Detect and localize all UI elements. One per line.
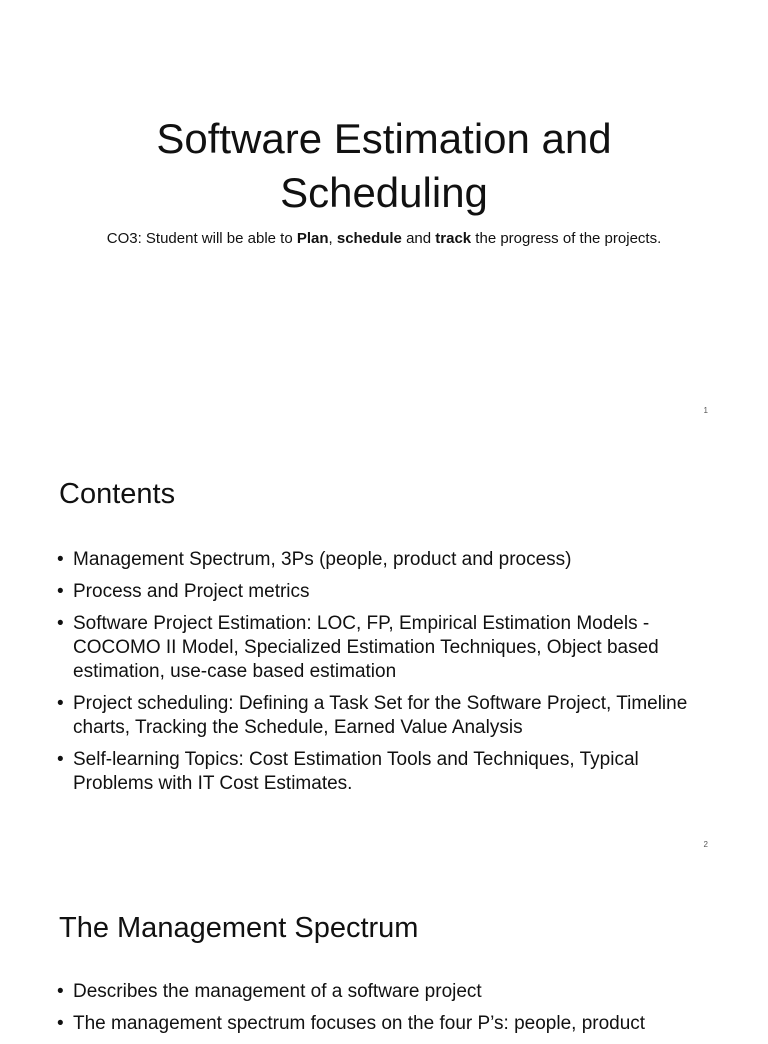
slide-heading: Contents [59, 478, 176, 510]
bullet-icon: • [57, 749, 64, 770]
page-number: 1 [703, 406, 708, 415]
subtitle-track: track [435, 230, 472, 247]
bullet-icon: • [57, 693, 64, 714]
bullet-text: Self-learning Topics: Cost Estimation Tools and Techniques, Typical Problems with IT Cost Estimates. [73, 749, 639, 794]
slide-3 [0, 864, 768, 1034]
list-item [57, 612, 717, 684]
subtitle-sep-1: , [328, 230, 337, 247]
bullet-icon: • [57, 613, 64, 634]
subtitle-suffix: the progress of the projects. [471, 230, 662, 247]
subtitle-schedule: schedule [336, 230, 402, 247]
list-item [57, 580, 717, 604]
bullet-text: Describes the management of a software project [73, 981, 482, 1002]
slide-subtitle [100, 228, 668, 249]
list-item [57, 692, 717, 740]
bullet-list [57, 980, 717, 1044]
list-item [57, 748, 717, 796]
slide-title: Software Estimation and Scheduling [156, 115, 612, 216]
list-item [57, 548, 717, 572]
bullet-text: Software Project Estimation: LOC, FP, Empirical Estimation Models - COCOMO II Model, Specialized Estimation Techniques, Object based estimation, use-case based estimation [73, 613, 659, 682]
bullet-icon: • [57, 581, 64, 602]
bullet-text: Process and Project metrics [73, 581, 310, 602]
subtitle-plan: Plan [296, 230, 329, 247]
bullet-icon: • [57, 549, 64, 570]
bullet-text: The management spectrum focuses on the four P’s: people, product [73, 1013, 646, 1034]
bullet-text: Management Spectrum, 3Ps (people, product and process) [73, 549, 572, 570]
list-item [57, 980, 717, 1004]
bullet-list [57, 548, 717, 804]
page-number: 2 [703, 840, 708, 849]
slide-2 [0, 432, 768, 864]
list-item [57, 1012, 717, 1036]
subtitle-prefix: CO3: Student will be able to [106, 230, 297, 247]
bullet-text: Project scheduling: Defining a Task Set for the Software Project, Timeline charts, Tracking the Schedule, Earned Value Analysis [73, 693, 688, 738]
slide-1 [0, 0, 768, 432]
bullet-icon: • [57, 981, 64, 1002]
slide-heading: The Management Spectrum [59, 912, 419, 944]
bullet-icon: • [57, 1013, 64, 1034]
subtitle-sep-2: and [401, 230, 436, 247]
